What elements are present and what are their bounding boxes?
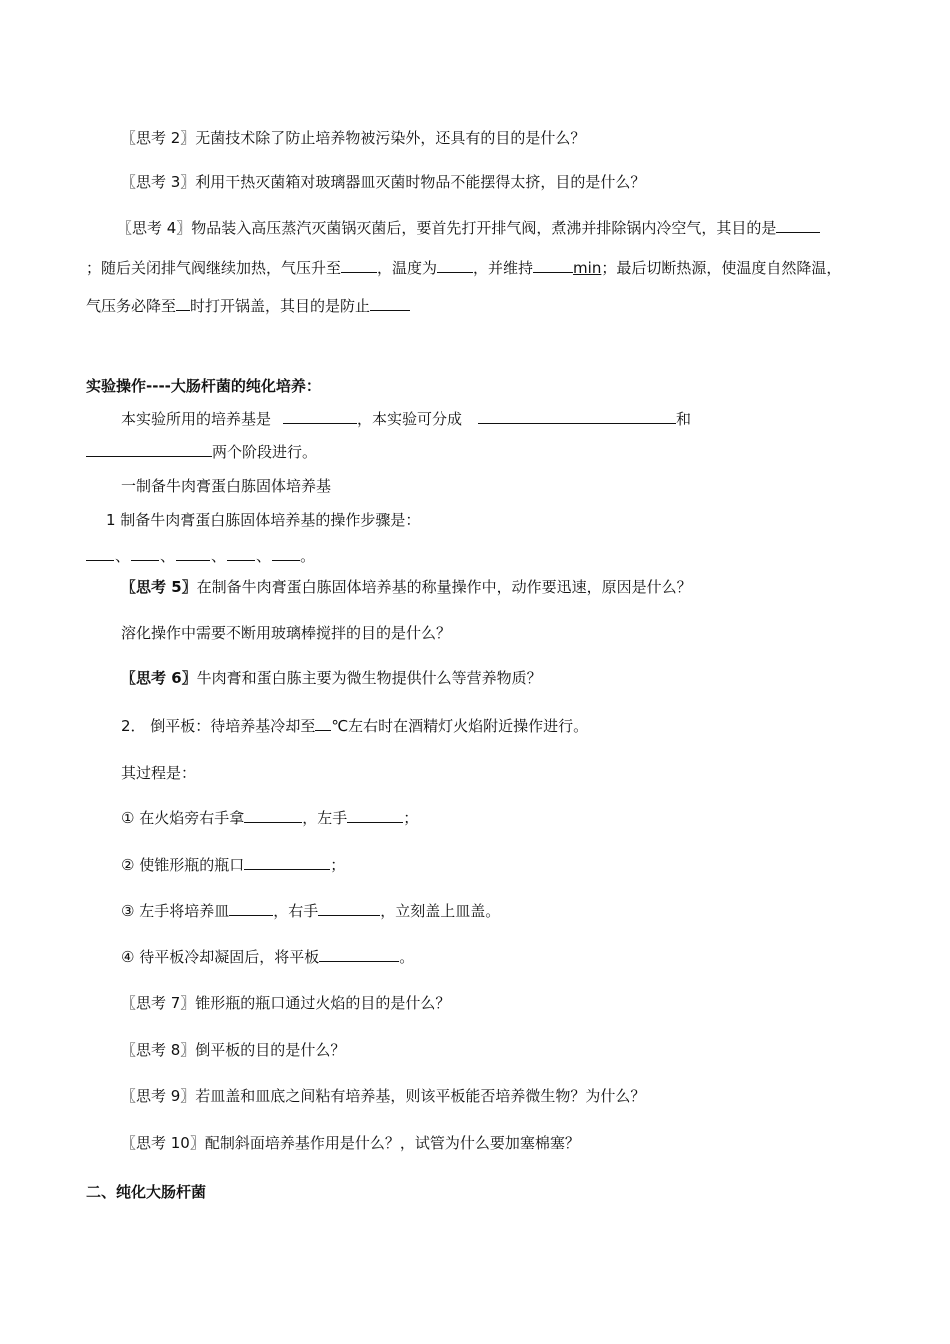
question-5: [121, 577, 692, 597]
separator: 、: [115, 547, 131, 565]
q4-unit: min: [573, 259, 602, 277]
blank-stage-2[interactable]: [86, 442, 212, 457]
blank-step-5[interactable]: [272, 546, 300, 561]
question-4-line-3: [86, 296, 410, 316]
p3-text-a: ③ 左手将培养皿: [121, 902, 230, 920]
p1-text-c: ；: [403, 809, 419, 827]
section-title: 实验操作----大肠杆菌的纯化培养：: [86, 377, 321, 395]
question-9: 〖思考 9〗若皿盖和皿底之间粘有培养基，则该平板能否培养微生物？为什么？: [121, 1087, 646, 1105]
blank-petri-dish[interactable]: [229, 901, 273, 916]
p1-text-a: ① 在火焰旁右手拿: [121, 809, 245, 827]
p3-text-c: ，立刻盖上皿盖。: [380, 902, 501, 920]
part-2-title: 二、纯化大肠杆菌: [86, 1183, 207, 1201]
step-2-text-a: 2． 倒平板：待培养基冷却至: [121, 717, 316, 735]
separator: 、: [256, 547, 272, 565]
step-1-title: 1 制备牛肉膏蛋白胨固体培养基的操作步骤是：: [106, 511, 421, 529]
intro-line-1: [121, 409, 691, 429]
question-4-line-1: [117, 218, 820, 238]
blank-flask-mouth[interactable]: [244, 855, 330, 870]
q4-text-c: ，并维持: [473, 259, 534, 277]
p2-text-b: ；: [330, 856, 346, 874]
blank-q4-pressure[interactable]: [341, 258, 377, 273]
q4-text-a: ；随后关闭排气阀继续加热，气压升至: [86, 259, 342, 277]
blank-step-1[interactable]: [86, 546, 114, 561]
step-1-end: 。: [300, 547, 316, 565]
blank-right-hand[interactable]: [244, 808, 302, 823]
process-step-4: [121, 947, 414, 967]
q5-label: 〖思考 5〗: [121, 578, 197, 596]
intro-text-a: 本实验所用的培养基是: [121, 410, 272, 428]
q4-text-f: 时打开锅盖，其目的是防止: [190, 297, 371, 315]
q5-text: 在制备牛肉膏蛋白胨固体培养基的称量操作中，动作要迅速，原因是什么？: [196, 578, 692, 596]
q4-text-b: ，温度为: [377, 259, 438, 277]
intro-text-d: 两个阶段进行。: [212, 443, 318, 461]
separator: 、: [211, 547, 227, 565]
process-step-3: [121, 901, 500, 921]
question-7: 〖思考 7〗锥形瓶的瓶口通过火焰的目的是什么？: [121, 994, 451, 1012]
intro-text-c: 和: [676, 410, 692, 428]
q4-text-d: ；最后切断热源，使温度自然降温，: [601, 259, 842, 277]
blank-step-4[interactable]: [227, 546, 255, 561]
blank-q4-prevent[interactable]: [370, 296, 410, 311]
question-8: 〖思考 8〗倒平板的目的是什么？: [121, 1041, 346, 1059]
p3-text-b: ，右手: [273, 902, 319, 920]
question-3: 〖思考 3〗利用干热灭菌箱对玻璃器皿灭菌时物品不能摆得太挤，目的是什么？: [121, 173, 646, 191]
p4-text-a: ④ 待平板冷却凝固后，将平板: [121, 948, 320, 966]
blank-step-3[interactable]: [176, 546, 210, 561]
q4-text-e: 气压务必降至: [86, 297, 177, 315]
blank-q4-duration[interactable]: [533, 258, 573, 273]
part-1-title: 一制备牛肉膏蛋白胨固体培养基: [121, 477, 332, 495]
step-1-blanks: [86, 546, 315, 566]
blank-pour[interactable]: [318, 901, 380, 916]
blank-q4-lid-pressure[interactable]: [176, 296, 190, 311]
question-5-extra: 溶化操作中需要不断用玻璃棒搅拌的目的是什么？: [121, 624, 452, 642]
separator: 、: [160, 547, 176, 565]
intro-text-b: ，本实验可分成: [357, 410, 463, 428]
process-step-1: [121, 808, 418, 828]
blank-q4-purpose[interactable]: [776, 218, 820, 233]
q6-label: 〖思考 6〗: [121, 669, 197, 687]
blank-left-hand[interactable]: [347, 808, 403, 823]
process-step-2: [121, 855, 345, 875]
blank-medium[interactable]: [283, 409, 357, 424]
step-2: [121, 716, 588, 736]
question-2: 〖思考 2〗无菌技术除了防止培养物被污染外，还具有的目的是什么？: [121, 129, 586, 147]
question-6: [121, 668, 542, 688]
blank-step-2[interactable]: [131, 546, 159, 561]
blank-invert[interactable]: [319, 947, 399, 962]
p1-text-b: ，左手: [302, 809, 348, 827]
blank-cooling-temp[interactable]: [315, 716, 331, 731]
q4-text: 〖思考 4〗物品装入高压蒸汽灭菌锅灭菌后，要首先打开排气阀，煮沸并排除锅内冷空气，其目的是: [117, 219, 777, 237]
blank-q4-temperature[interactable]: [437, 258, 473, 273]
p4-text-b: 。: [399, 948, 415, 966]
process-label: 其过程是：: [121, 764, 197, 782]
question-10: 〖思考 10〗配制斜面培养基作用是什么？，试管为什么要加塞棉塞？: [121, 1134, 580, 1152]
step-2-text-b: ℃左右时在酒精灯火焰附近操作进行。: [331, 717, 589, 735]
p2-text-a: ② 使锥形瓶的瓶口: [121, 856, 245, 874]
question-4-line-2: [86, 258, 841, 278]
q6-text: 牛肉膏和蛋白胨主要为微生物提供什么等营养物质？: [196, 669, 542, 687]
blank-stage-1[interactable]: [478, 409, 676, 424]
intro-line-2: [86, 442, 317, 462]
